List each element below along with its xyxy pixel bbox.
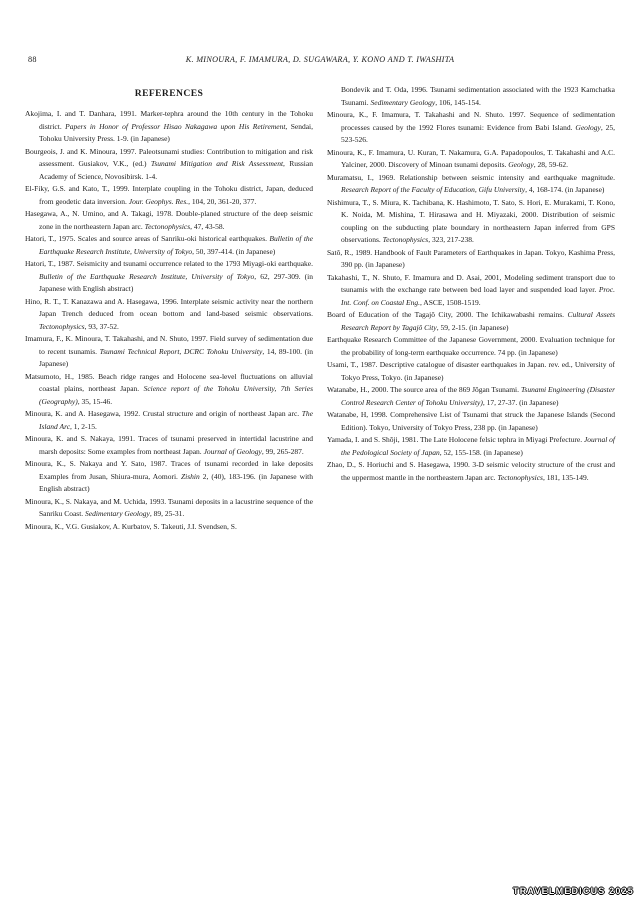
reference-details: , Russian Academy of Science, Novosibirsk. 1-4. [39,159,313,181]
reference-text: Zhao, D., S. Horiuchi and S. Hasegawa, 1990. 3-D seismic velocity structure of the crust and the uppermost mantle in the northeastern Japan arc. [327,460,615,482]
reference-details: , Sendai, Tohoku University Press. 1-9. (in Japanese) [39,121,313,143]
reference-source: Sedimentary Geology [370,97,436,107]
reference-details: , 14, 89-100. (in Japanese) [39,346,313,368]
reference-details: , 52, 155-158. (in Japanese) [439,447,523,457]
reference-text: Nishimura, T., S. Miura, K. Tachibana, K. Hashimoto, T. Sato, S. Hori, E. Murakami, T. Kono, K. Noida, M. Mishina, T. Hirasawa and H. Miyazaki, 2000. Distribution of seismic coupling on the subducting plate boundary in northeastern Japan inferred from GPS observations. [327,197,615,244]
reference-text: Hatori, T., 1975. Scales and source areas of Sanriku-oki historical earthquakes. [25,234,270,243]
reference-details: , 35, 15-46. [77,396,113,406]
reference-source: Tectonophysics [497,472,543,482]
reference-entry [327,172,615,197]
reference-details: , 323, 217-238. [428,235,474,244]
reference-entry [25,208,313,233]
reference-details: , 59, 2-15. (in Japanese) [436,322,509,332]
reference-source: Journal of Geology [203,446,262,456]
reference-text: Minoura, K. and S. Nakaya, 1991. Traces of tsunami preserved in intertidal lacustrine and marsh deposits: Some examples from northeast Japan. [25,434,313,456]
reference-entry [25,408,313,433]
reference-source: Zishin [180,471,200,481]
reference-source: Sedimentary Geology [85,509,150,518]
reference-source: Jour. Geophys. Res. [128,196,189,206]
reference-text: Imamura, F., K. Minoura, T. Takahashi, and N. Shuto, 1997. Field survey of sedimentation due to recent tsunamis. [25,334,313,356]
reference-source: Proc. Int. Conf. on Coastal Eng. [341,285,615,307]
reference-text: Satô, R., 1989. Handbook of Fault Parameters of Earthquakes in Japan. Tokyo, Kashima Press, 390 pp. (in Japanese) [327,247,615,269]
reference-source: The Island Arc [39,409,313,431]
reference-source: Tsunami Technical Report, DCRC Tohoku University [99,346,263,356]
reference-entry [327,434,615,459]
reference-details: , ASCE, 1508-1519. [419,297,481,307]
reference-text: Minoura, K., F. Imamura, U. Kuran, T. Nakamura, G.A. Papadopoulos, T. Takahashi and A.C. Yalciner, 2000. Discovery of Minoan tsunami deposits. [327,147,615,169]
reference-details: 2, (40), 183-196. (in Japanese with English abstract) [39,471,313,493]
reference-details: , 4, 168-174. (in Japanese) [525,185,605,194]
reference-details: , 1, 2-15. [70,421,97,431]
reference-entry [327,384,615,409]
reference-text: Watanabe, H., 2000. The source area of the 869 Jōgan Tsunami. [327,385,521,394]
reference-entry [25,521,313,534]
reference-entry [25,433,313,458]
reference-details: , 17, 27-37. (in Japanese) [482,397,559,407]
reference-entry [327,272,615,310]
reference-source: Geology [508,160,534,169]
reference-entry [25,233,313,258]
reference-source: Tectonophysics [39,321,85,331]
reference-entry [327,409,615,434]
reference-text: Minoura, K., S. Nakaya, and M. Uchida, 1993. Tsunami deposits in a lacustrine sequence of the Sanriku Coast. [25,496,313,518]
reference-text: Minoura, K., F. Imamura, T. Takahashi and N. Shuto. 1997. Sequence of sedimentation processes caused by the 1992 Flores tsunami: Evidence from Babi Island. [327,110,615,132]
reference-list-right [327,84,615,484]
reference-text: Muramatsu, I., 1969. Relationship between seismic intensity and earthquake magnitude. [327,172,615,182]
reference-text: El-Fiky, G.S. and Kato, T., 1999. Interplate coupling in the Tohoku district, Japan, deduced from geodetic data inversion. [25,184,313,206]
reference-details: , 50, 397-414. (in Japanese) [192,246,276,256]
reference-entry [25,146,313,184]
reference-details: , 104, 20, 361-20, 377. [188,196,257,206]
reference-text: Earthquake Research Committee of the Japanese Government, 2000. Evaluation technique for the probability of long-term earthquake occurrence. 74 pp. (in Japanese) [327,335,615,357]
reference-entry [25,258,313,296]
reference-source: Tsunami Engineering (Disaster Control Research Center of Tohoku University) [341,385,615,407]
reference-details: , 106, 145-154. [435,97,481,107]
page-number: 88 [28,55,37,64]
reference-text: Watanabe, H, 1998. Comprehensive List of Tsunami that struck the Japanese Islands (Second Edition). Tokyo, University of Tokyo Press, 238 pp. (in Japanese) [327,410,615,432]
references-heading: REFERENCES [134,88,204,99]
reference-source: Bulletin of the Earthquake Research Institute, University of Tokyo [39,271,255,281]
running-head: K. MINOURA, F. IMAMURA, D. SUGAWARA, Y. KONO AND T. IWASHITA [185,55,455,64]
reference-entry [25,371,313,409]
reference-entry [327,359,615,384]
reference-details: , 28, 59-62. [533,160,569,169]
reference-entry [25,496,313,521]
reference-source: Science report of the Tohoku University, 7th Series (Geography) [39,384,313,406]
reference-source: Papers in Honor of Professor Hisao Nakagawa upon His Retirement [65,121,286,131]
reference-source: Tsunami Mitigation and Risk Assessment [150,159,284,168]
reference-entry [25,108,313,146]
reference-entry [25,333,313,371]
reference-details: , 181, 135-149. [542,472,589,482]
reference-text: Hasegawa, A., N. Umino, and A. Takagi, 1978. Double-planed structure of the deep seismic zone in the northeastern Japan arc. [25,209,313,231]
reference-details: , 62, 297-309. (in Japanese with English abstract) [39,271,313,293]
left-column [25,84,313,533]
reference-details: , 47, 43-58. [190,221,225,231]
reference-source: Tectonophysics [144,221,191,231]
reference-entry [327,309,615,334]
reference-source: Tectonophysics [382,235,429,244]
reference-list-left [25,108,313,533]
reference-text: Board of Education of the Tagajô City, 2000. The Ichikawabashi remains. [327,310,568,319]
reference-text: Takahashi, T., N. Shuto, F. Imamura and D. Asai, 2001, Modeling sediment transport due to tsunamis with the exchange rate between bed load layer and suspended load layer. [327,272,615,294]
reference-text: Yamada, I. and S. Shōji, 1981. The Late Holocene felsic tephra in Miyagi Prefecture. [327,435,584,444]
reference-details: , 89, 25-31. [149,509,185,518]
reference-text: Hatori, T., 1987. Seismicity and tsunami occurrence related to the 1793 Miyagi-oki earthquake. [25,259,313,268]
reference-text: Akojima, I. and T. Danhara, 1991. Marker-tephra around the 10th century in the Tohoku district. [25,109,313,131]
reference-entry [327,109,615,147]
reference-entry [327,84,615,109]
reference-text: Minoura, K., S. Nakaya and Y. Sato, 1987. Traces of tsunami recorded in lake deposits Examples from Jusan, Shiura-mura, Aomori. [25,459,313,481]
reference-text: Bondevik and T. Oda, 1996. Tsunami sedimentation associated with the 1923 Kamchatka Tsunami. [341,85,615,107]
reference-text: Bourgeois, J. and K. Minoura, 1997. Paleotsunami studies: Contribution to mitigation and risk assessment. Gusiakov, V.K., (ed.) [25,146,313,168]
reference-entry [327,247,615,272]
reference-entry [25,183,313,208]
reference-entry [25,458,313,496]
reference-entry [327,197,615,247]
right-column [327,84,615,484]
reference-entry [327,147,615,172]
reference-text: Minoura, K. and A. Hasegawa, 1992. Crustal structure and origin of northeast Japan arc. [25,409,302,418]
reference-source: Geology [575,122,601,132]
reference-details: , 93, 37-52. [84,321,119,331]
reference-details: , 99, 265-287. [261,446,304,456]
reference-entry [327,459,615,484]
reference-entry [327,334,615,359]
reference-text: Hino, R. T., T. Kanazawa and A. Hasegawa, 1996. Interplate seismic activity near the northern Japan Trench deduced from ocean bottom and land-based seismic observations. [25,296,313,318]
reference-text: Usami, T., 1987. Descriptive catalogue of disaster earthquakes in Japan. rev. ed., University of Tokyo Press, Tokyo. (in Japanese) [327,360,615,382]
reference-text: Matsumoto, H., 1985. Beach ridge ranges and Holocene sea-level fluctuations on alluvial coastal plains, northeast Japan. [25,371,313,393]
reference-source: Research Report of the Faculty of Education, Gifu University [341,185,526,194]
reference-source: Bulletin of the Earthquake Research Institute, University of Tokyo [39,234,313,256]
reference-source: Cultural Assets Research Report by Tagajô City [341,310,615,332]
watermark: TRAVELMEDICUS 2025 [513,886,634,896]
reference-entry [25,296,313,334]
reference-source: Journal of the Pedological Society of Japan [341,435,615,457]
page-header [28,55,612,69]
reference-details: , 25, 523-526. [341,122,616,144]
reference-text: Minoura, K., V.G. Gusiakov, A. Kurbatov, S. Takeuti, J.I. Svendsen, S. [25,521,237,531]
